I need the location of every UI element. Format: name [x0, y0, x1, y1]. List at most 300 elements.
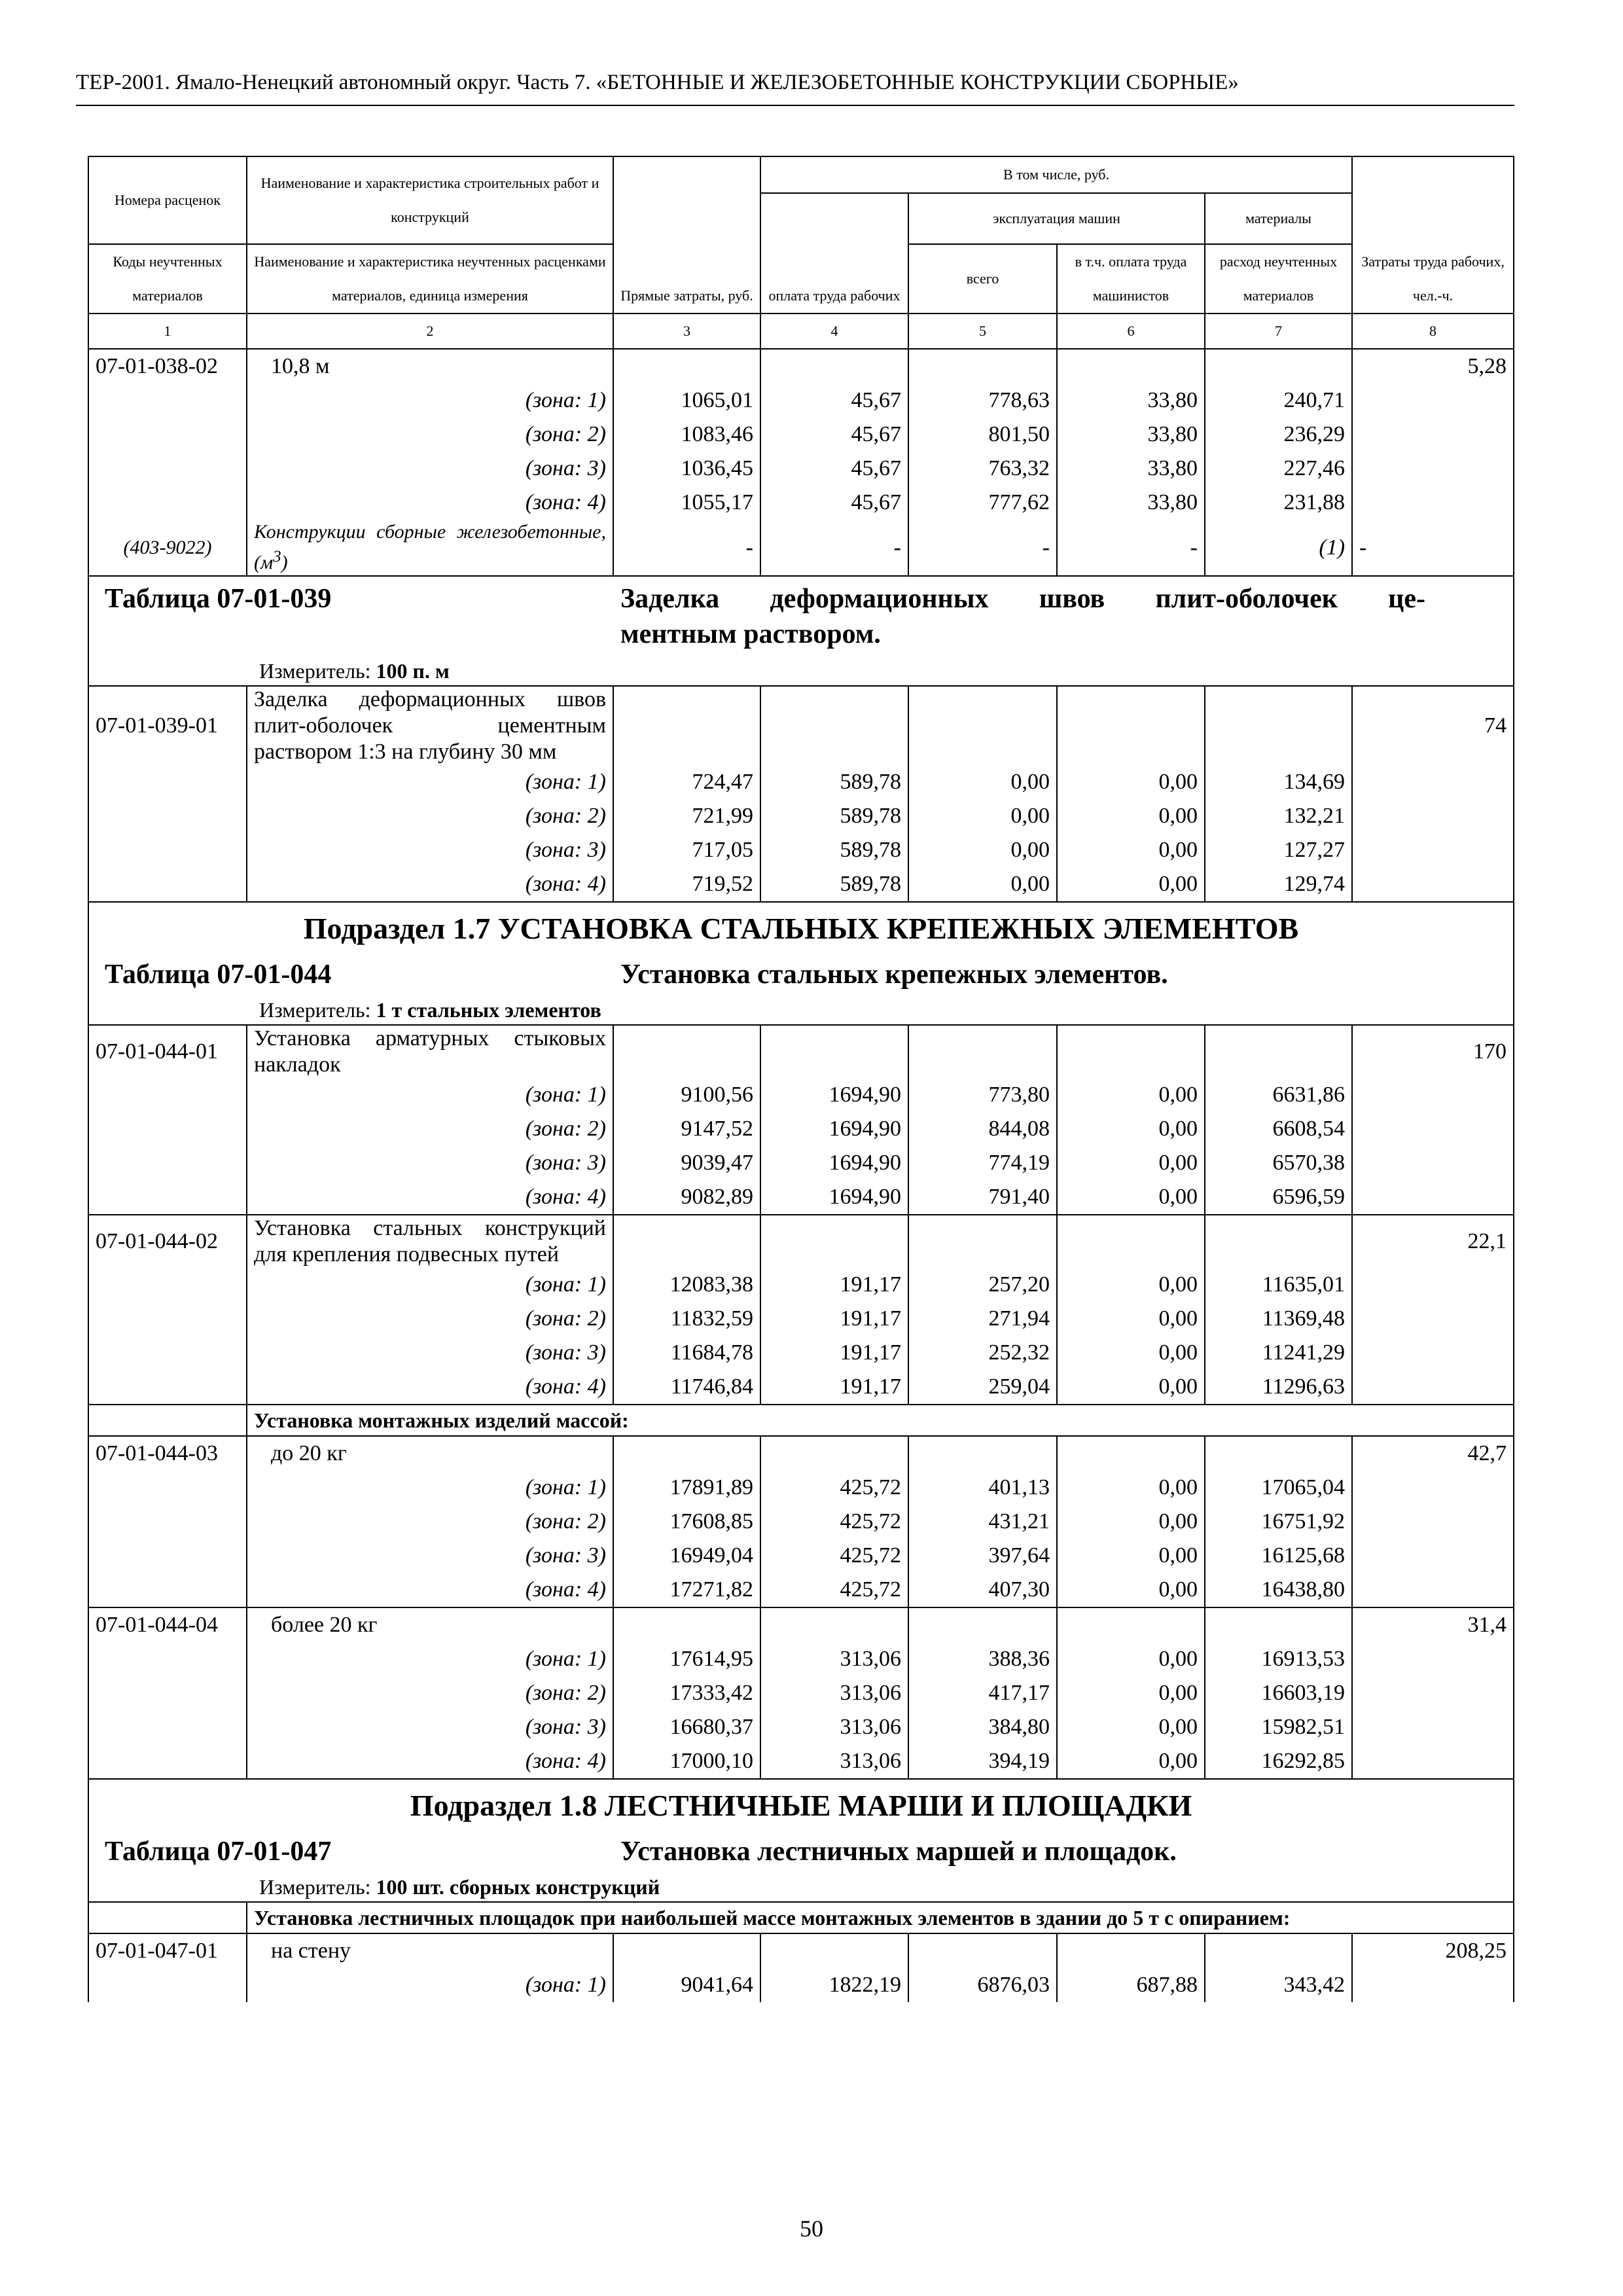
table-caption-line-1: Заделка деформационных швов плит-оболочек це-: [620, 584, 1425, 614]
empty-cell: [1205, 1933, 1352, 1968]
empty-cell: [613, 1933, 760, 1968]
empty-cell: [760, 349, 908, 384]
empty-cell: [1057, 1215, 1205, 1268]
rate-row: [88, 1025, 1514, 1078]
table-title-row-cell: [88, 952, 1514, 996]
empty-cell: [1352, 1676, 1514, 1710]
zone-value: 0,00: [1057, 799, 1205, 833]
measure-row: [88, 656, 1514, 686]
zone-label: (зона: 3): [247, 1539, 613, 1573]
zone-value: 191,17: [760, 1302, 908, 1336]
empty-cell: [1352, 765, 1514, 799]
rate-row: [88, 686, 1514, 765]
zone-label: (зона: 2): [247, 1505, 613, 1539]
zone-label: (зона: 1): [247, 1471, 613, 1505]
empty-cell: [760, 1436, 908, 1471]
zone-value: 589,78: [760, 833, 908, 867]
column-number: 8: [1352, 314, 1514, 349]
measure-label: Измеритель:: [259, 1875, 371, 1899]
zone-row: [88, 867, 1514, 902]
material-code: (403-9022): [88, 520, 247, 576]
rate-code: 07-01-044-02: [88, 1215, 247, 1268]
zone-value: 0,00: [1057, 1268, 1205, 1302]
zone-row: [88, 384, 1514, 418]
zone-value: 191,17: [760, 1370, 908, 1405]
rate-name: более 20 кг: [247, 1607, 613, 1642]
material-value: -: [908, 520, 1057, 576]
measure-row-cell: [88, 996, 1514, 1025]
zone-value: 589,78: [760, 765, 908, 799]
empty-cell: [1352, 1539, 1514, 1573]
empty-cell: [1352, 418, 1514, 452]
zone-row: [88, 1336, 1514, 1370]
zone-value: 1083,46: [613, 418, 760, 452]
empty-cell: [88, 1336, 247, 1370]
zone-value: 0,00: [1057, 1471, 1205, 1505]
zone-value: 16913,53: [1205, 1642, 1352, 1676]
empty-cell: [88, 1146, 247, 1180]
rate-row: [88, 1215, 1514, 1268]
empty-cell: [88, 867, 247, 902]
zone-value: 777,62: [908, 486, 1057, 520]
material-unit-power: 3: [273, 548, 281, 565]
subsection-title: Подраздел 1.7 УСТАНОВКА СТАЛЬНЫХ КРЕПЕЖНЫХ ЭЛЕМЕНТОВ: [303, 912, 1299, 945]
empty-cell: [88, 1676, 247, 1710]
column-number: 3: [613, 314, 760, 349]
labor-cost: 74: [1352, 686, 1514, 765]
zone-value: 11241,29: [1205, 1336, 1352, 1370]
zone-value: 0,00: [1057, 1505, 1205, 1539]
column-number: 5: [908, 314, 1057, 349]
page-number: 50: [800, 2215, 823, 2242]
zone-value: 1694,90: [760, 1146, 908, 1180]
zone-label: (зона: 4): [247, 867, 613, 902]
column-number: 7: [1205, 314, 1352, 349]
zone-label: (зона: 4): [247, 1370, 613, 1405]
empty-cell: [1352, 384, 1514, 418]
empty-cell: [908, 1607, 1057, 1642]
zone-value: 0,00: [1057, 833, 1205, 867]
material-row: [88, 520, 1514, 576]
empty-cell: [1057, 1607, 1205, 1642]
measure-value: 100 п. м: [376, 659, 450, 683]
header-rule: [76, 105, 1514, 106]
empty-cell: [88, 799, 247, 833]
zone-value: 763,32: [908, 452, 1057, 486]
zone-row: [88, 418, 1514, 452]
running-header: ТЕР-2001. Ямало-Ненецкий автономный округ. Часть 7. «БЕТОННЫЕ И ЖЕЛЕЗОБЕТОННЫЕ КОНСТРУКЦИИ СБОРНЫЕ»: [76, 71, 1239, 94]
empty-cell: [88, 1471, 247, 1505]
group-title: Установка монтажных изделий массой:: [254, 1408, 629, 1432]
empty-cell: [88, 1539, 247, 1573]
zone-value: 388,36: [908, 1642, 1057, 1676]
zone-value: 0,00: [1057, 1710, 1205, 1744]
measure-unit: [96, 996, 1507, 1024]
zone-value: 407,30: [908, 1573, 1057, 1607]
zone-row: [88, 1471, 1514, 1505]
zone-label: (зона: 1): [247, 1078, 613, 1112]
zone-value: 778,63: [908, 384, 1057, 418]
rates-table: [88, 156, 1514, 2002]
empty-cell: [1057, 1436, 1205, 1471]
header-material-names: Наименование и характеристика неучтенных расценками материалов, единица измерения: [247, 244, 613, 314]
empty-cell: [1352, 1505, 1514, 1539]
empty-cell: [1205, 1025, 1352, 1078]
empty-cell: [1205, 1215, 1352, 1268]
material-value: -: [613, 520, 760, 576]
zone-label: (зона: 3): [247, 833, 613, 867]
measure-label: Измеритель:: [259, 659, 371, 683]
empty-cell: [1352, 1710, 1514, 1744]
zone-value: 33,80: [1057, 452, 1205, 486]
zone-value: 9041,64: [613, 1968, 760, 2002]
zone-row: [88, 1180, 1514, 1215]
empty-cell: [1352, 1146, 1514, 1180]
zone-value: 17271,82: [613, 1573, 760, 1607]
zone-label: (зона: 3): [247, 1336, 613, 1370]
empty-cell: [908, 1933, 1057, 1968]
rate-code: 07-01-047-01: [88, 1933, 247, 1968]
zone-value: 15982,51: [1205, 1710, 1352, 1744]
column-number: 6: [1057, 314, 1205, 349]
empty-cell: [88, 765, 247, 799]
empty-cell: [88, 1370, 247, 1405]
empty-cell: [1205, 686, 1352, 765]
empty-cell: [760, 1933, 908, 1968]
header-machines-total: всего: [908, 244, 1057, 314]
zone-value: 417,17: [908, 1676, 1057, 1710]
measure-value: 100 шт. сборных конструкций: [376, 1875, 660, 1899]
zone-label: (зона: 1): [247, 765, 613, 799]
material-value: -: [1352, 520, 1514, 576]
zone-value: 17608,85: [613, 1505, 760, 1539]
zone-value: 313,06: [760, 1710, 908, 1744]
header-materials: материалы: [1205, 193, 1352, 244]
empty-cell: [88, 418, 247, 452]
header-material-codes: Коды неучтенных материалов: [88, 244, 247, 314]
rate-row: [88, 1933, 1514, 1968]
zone-value: 11684,78: [613, 1336, 760, 1370]
zone-label: (зона: 3): [247, 1146, 613, 1180]
zone-value: 240,71: [1205, 384, 1352, 418]
zone-value: 791,40: [908, 1180, 1057, 1215]
empty-cell: [88, 1078, 247, 1112]
labor-cost: 42,7: [1352, 1436, 1514, 1471]
zone-value: 844,08: [908, 1112, 1057, 1146]
zone-row: [88, 452, 1514, 486]
zone-value: 11296,63: [1205, 1370, 1352, 1405]
empty-cell: [613, 686, 760, 765]
zone-value: 11635,01: [1205, 1268, 1352, 1302]
empty-cell: [88, 384, 247, 418]
zone-label: (зона: 4): [247, 1573, 613, 1607]
zone-value: 33,80: [1057, 486, 1205, 520]
rate-name: 10,8 м: [247, 349, 613, 384]
zone-value: 9147,52: [613, 1112, 760, 1146]
empty-cell: [760, 1607, 908, 1642]
measure-row-cell: [88, 656, 1514, 686]
empty-cell: [908, 686, 1057, 765]
zone-value: 134,69: [1205, 765, 1352, 799]
zone-value: 401,13: [908, 1471, 1057, 1505]
empty-cell: [1352, 1336, 1514, 1370]
subsection-row-cell: [88, 1779, 1514, 1829]
labor-cost: 5,28: [1352, 349, 1514, 384]
measure-row: [88, 1873, 1514, 1902]
rate-name: Заделка деформационных швов плит-оболочек цементным раствором 1:3 на глубину 30 мм: [247, 686, 613, 765]
zone-value: 12083,38: [613, 1268, 760, 1302]
zone-value: 425,72: [760, 1573, 908, 1607]
header-including: В том числе, руб.: [760, 156, 1352, 193]
zone-label: (зона: 4): [247, 1744, 613, 1779]
table-number: Таблица 07-01-044: [105, 960, 332, 990]
zone-value: 0,00: [1057, 1302, 1205, 1336]
zone-value: 0,00: [1057, 1642, 1205, 1676]
zone-row: [88, 1539, 1514, 1573]
zone-value: 45,67: [760, 418, 908, 452]
empty-cell: [1352, 867, 1514, 902]
zone-value: 6596,59: [1205, 1180, 1352, 1215]
material-value: -: [760, 520, 908, 576]
zone-value: 1694,90: [760, 1112, 908, 1146]
zone-value: 384,80: [908, 1710, 1057, 1744]
zone-value: 16125,68: [1205, 1539, 1352, 1573]
zone-value: 394,19: [908, 1744, 1057, 1779]
empty-cell: [1205, 349, 1352, 384]
header-machinist-pay: в т.ч. оплата труда машинистов: [1057, 244, 1205, 314]
zone-label: (зона: 4): [247, 486, 613, 520]
zone-value: 425,72: [760, 1539, 908, 1573]
column-number: 2: [247, 314, 613, 349]
empty-cell: [1352, 1968, 1514, 2002]
zone-value: 313,06: [760, 1744, 908, 1779]
zone-label: (зона: 2): [247, 799, 613, 833]
zone-row: [88, 1642, 1514, 1676]
zone-value: 773,80: [908, 1078, 1057, 1112]
zone-row: [88, 765, 1514, 799]
table-number: Таблица 07-01-047: [105, 1837, 332, 1867]
empty-cell: [88, 1405, 247, 1436]
empty-cell: [1352, 1471, 1514, 1505]
zone-row: [88, 1112, 1514, 1146]
rate-name: Установка арматурных стыковых накладок: [247, 1025, 613, 1078]
zone-value: 16438,80: [1205, 1573, 1352, 1607]
zone-label: (зона: 2): [247, 1302, 613, 1336]
rate-code: 07-01-039-01: [88, 686, 247, 765]
measure-row-cell: [88, 1873, 1514, 1902]
zone-value: 16751,92: [1205, 1505, 1352, 1539]
zone-value: 9082,89: [613, 1180, 760, 1215]
material-name-text: Конструкции сборные железобетонные, (м: [254, 521, 606, 573]
empty-cell: [1057, 349, 1205, 384]
table-caption-line-2: ментным раствором.: [620, 619, 881, 649]
labor-cost: 22,1: [1352, 1215, 1514, 1268]
zone-row: [88, 1268, 1514, 1302]
zone-value: 6570,38: [1205, 1146, 1352, 1180]
zone-row: [88, 1146, 1514, 1180]
header-work-name: Наименование и характеристика строительных работ и конструкций: [247, 156, 613, 244]
group-title: Установка лестничных площадок при наибольшей массе монтажных элементов в здании до 5 т с опиранием:: [254, 1906, 1291, 1929]
zone-value: 252,32: [908, 1336, 1057, 1370]
empty-cell: [908, 1215, 1057, 1268]
zone-value: 129,74: [1205, 867, 1352, 902]
zone-value: 45,67: [760, 486, 908, 520]
empty-cell: [88, 1573, 247, 1607]
zone-value: 6876,03: [908, 1968, 1057, 2002]
empty-cell: [1352, 1370, 1514, 1405]
empty-cell: [613, 1436, 760, 1471]
header-worker-pay: оплата труда рабочих: [760, 193, 908, 314]
table-title-row: [88, 952, 1514, 996]
empty-cell: [1352, 1642, 1514, 1676]
zone-value: 17891,89: [613, 1471, 760, 1505]
header-direct-costs: Прямые затраты, руб.: [613, 156, 760, 314]
table-title-row: [88, 576, 1514, 656]
table-caption: Установка лестничных маршей и площадок.: [620, 1837, 1177, 1867]
zone-label: (зона: 1): [247, 1642, 613, 1676]
zone-value: 17614,95: [613, 1642, 760, 1676]
subsection-title: Подраздел 1.8 ЛЕСТНИЧНЫЕ МАРШИ И ПЛОЩАДКИ: [410, 1789, 1192, 1822]
material-value: -: [1057, 520, 1205, 576]
zone-value: 0,00: [1057, 1112, 1205, 1146]
zone-value: 0,00: [908, 867, 1057, 902]
zone-value: 0,00: [1057, 1370, 1205, 1405]
empty-cell: [1057, 1025, 1205, 1078]
zone-value: 0,00: [908, 799, 1057, 833]
zone-label: (зона: 1): [247, 1968, 613, 2002]
empty-cell: [88, 1968, 247, 2002]
zone-value: 231,88: [1205, 486, 1352, 520]
zone-value: 687,88: [1057, 1968, 1205, 2002]
empty-cell: [1352, 833, 1514, 867]
table-title-row-cell: [88, 576, 1514, 656]
zone-value: 0,00: [1057, 867, 1205, 902]
empty-cell: [88, 1744, 247, 1779]
zone-value: 259,04: [908, 1370, 1057, 1405]
subsection-row: [88, 902, 1514, 952]
table-title: [96, 577, 1507, 656]
rate-code: 07-01-044-04: [88, 1607, 247, 1642]
header-labor-costs: Затраты труда рабочих, чел.-ч.: [1352, 156, 1514, 314]
zone-value: 9100,56: [613, 1078, 760, 1112]
zone-value: 191,17: [760, 1336, 908, 1370]
group-title-cell: [247, 1405, 1514, 1436]
empty-cell: [1352, 1302, 1514, 1336]
zone-label: (зона: 2): [247, 1112, 613, 1146]
zone-value: 1036,45: [613, 452, 760, 486]
zone-value: 313,06: [760, 1676, 908, 1710]
empty-cell: [1352, 1180, 1514, 1215]
zone-value: 127,27: [1205, 833, 1352, 867]
table-title: [96, 1829, 1507, 1873]
measure-value: 1 т стальных элементов: [376, 998, 601, 1022]
empty-cell: [88, 486, 247, 520]
group-title-row: [88, 1405, 1514, 1436]
table-number: Таблица 07-01-039: [105, 584, 332, 614]
empty-cell: [908, 1436, 1057, 1471]
zone-label: (зона: 1): [247, 384, 613, 418]
subsection-row-cell: [88, 902, 1514, 952]
empty-cell: [613, 1025, 760, 1078]
empty-cell: [760, 686, 908, 765]
empty-cell: [1057, 1933, 1205, 1968]
zone-value: 0,00: [1057, 1180, 1205, 1215]
rate-code: 07-01-038-02: [88, 349, 247, 384]
empty-cell: [613, 1607, 760, 1642]
zone-value: 0,00: [1057, 1744, 1205, 1779]
rate-row: [88, 1607, 1514, 1642]
zone-label: (зона: 3): [247, 1710, 613, 1744]
empty-cell: [908, 1025, 1057, 1078]
empty-cell: [88, 833, 247, 867]
rate-name: до 20 кг: [247, 1436, 613, 1471]
zone-value: 132,21: [1205, 799, 1352, 833]
zone-value: 227,46: [1205, 452, 1352, 486]
zone-value: 0,00: [1057, 1078, 1205, 1112]
measure-row: [88, 996, 1514, 1025]
zone-row: [88, 1370, 1514, 1405]
empty-cell: [1352, 799, 1514, 833]
zone-value: 774,19: [908, 1146, 1057, 1180]
zone-row: [88, 1302, 1514, 1336]
zone-value: 719,52: [613, 867, 760, 902]
empty-cell: [1352, 1573, 1514, 1607]
zone-value: 0,00: [1057, 765, 1205, 799]
zone-value: 0,00: [908, 765, 1057, 799]
table-caption: Установка стальных крепежных элементов.: [620, 960, 1168, 990]
zone-value: 6608,54: [1205, 1112, 1352, 1146]
zone-value: 33,80: [1057, 418, 1205, 452]
subsection-row: [88, 1779, 1514, 1829]
group-title-row: [88, 1902, 1514, 1933]
zone-value: 16292,85: [1205, 1744, 1352, 1779]
zone-value: 11369,48: [1205, 1302, 1352, 1336]
labor-cost: 31,4: [1352, 1607, 1514, 1642]
zone-value: 724,47: [613, 765, 760, 799]
zone-value: 271,94: [908, 1302, 1057, 1336]
empty-cell: [88, 1710, 247, 1744]
rate-code: 07-01-044-03: [88, 1436, 247, 1471]
empty-cell: [613, 1215, 760, 1268]
zone-value: 17000,10: [613, 1744, 760, 1779]
zone-row: [88, 486, 1514, 520]
table-header: [88, 156, 1514, 349]
zone-value: 425,72: [760, 1471, 908, 1505]
empty-cell: [88, 1112, 247, 1146]
zone-value: 0,00: [908, 833, 1057, 867]
rate-row: [88, 349, 1514, 384]
empty-cell: [760, 1025, 908, 1078]
zone-row: [88, 833, 1514, 867]
zone-value: 16603,19: [1205, 1676, 1352, 1710]
header-unaccounted-materials: расход неучтенных материалов: [1205, 244, 1352, 314]
empty-cell: [613, 349, 760, 384]
empty-cell: [1352, 486, 1514, 520]
empty-cell: [1352, 1268, 1514, 1302]
zone-value: 397,64: [908, 1539, 1057, 1573]
labor-cost: 170: [1352, 1025, 1514, 1078]
zone-row: [88, 799, 1514, 833]
zone-label: (зона: 3): [247, 452, 613, 486]
zone-value: 16680,37: [613, 1710, 760, 1744]
zone-row: [88, 1744, 1514, 1779]
table-title-row-cell: [88, 1829, 1514, 1873]
zone-value: 0,00: [1057, 1539, 1205, 1573]
table-title: [96, 952, 1507, 996]
zone-value: 1055,17: [613, 486, 760, 520]
empty-cell: [908, 349, 1057, 384]
empty-cell: [88, 1268, 247, 1302]
